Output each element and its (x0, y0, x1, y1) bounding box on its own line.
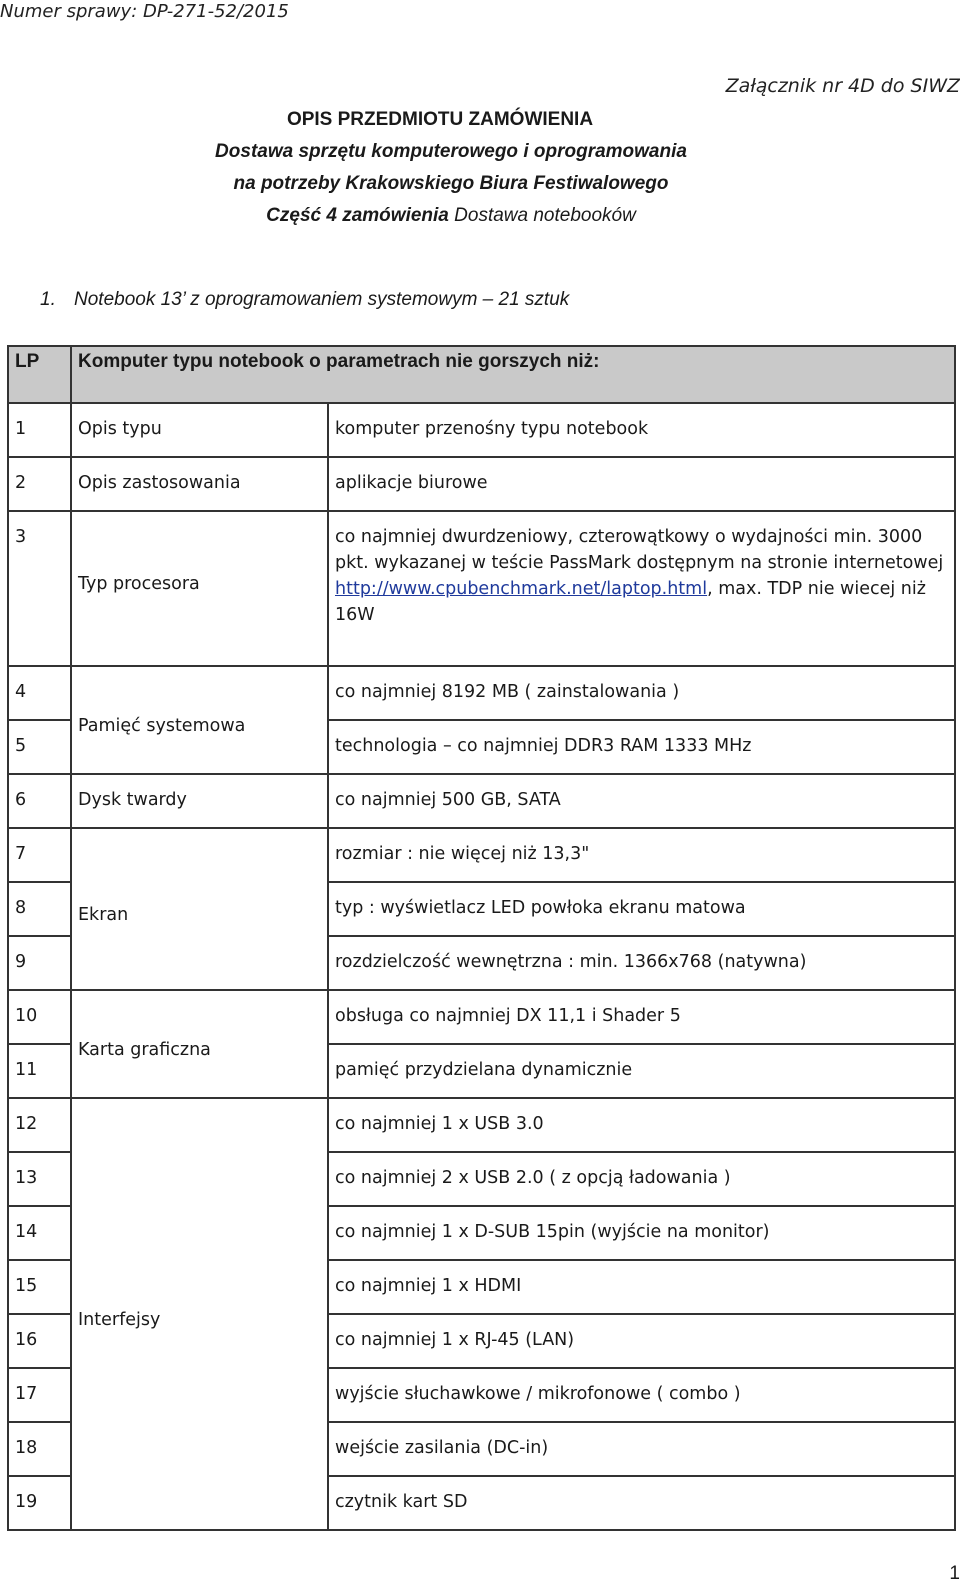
annex-label: Załącznik nr 4D do SIWZ (725, 75, 960, 97)
row-lp: 2 (8, 457, 71, 511)
passmark-link[interactable]: http://www.cpubenchmark.net/laptop.html (335, 579, 708, 599)
row-value: pamięć przydzielana dynamicznie (328, 1044, 955, 1098)
section-heading (40, 289, 569, 311)
row-lp: 6 (8, 774, 71, 828)
row-group: Opis zastosowania (71, 457, 328, 511)
spec-table (7, 345, 956, 1531)
row-value: co najmniej 1 x RJ-45 (LAN) (328, 1314, 955, 1368)
row-lp: 4 (8, 666, 71, 720)
section-title: Notebook 13’ z oprogramowaniem systemowym – 21 sztuk (74, 289, 570, 310)
row-lp: 1 (8, 403, 71, 457)
row-lp: 10 (8, 990, 71, 1044)
title-part-bold: Część 4 zamówienia (266, 205, 449, 226)
row-group: Pamięć systemowa (71, 666, 328, 774)
row-lp: 7 (8, 828, 71, 882)
table-row (8, 666, 955, 720)
col-lp-header: LP (8, 346, 71, 403)
row-group: Opis typu (71, 403, 328, 457)
table-row (8, 990, 955, 1044)
row-value: co najmniej 2 x USB 2.0 ( z opcją ładowania ) (328, 1152, 955, 1206)
row-value: co najmniej 1 x USB 3.0 (328, 1098, 955, 1152)
row-value: co najmniej 8192 MB ( zainstalowania ) (328, 666, 955, 720)
row-value (328, 511, 955, 666)
table-row (8, 403, 955, 457)
section-number: 1. (40, 289, 56, 310)
row-lp: 17 (8, 1368, 71, 1422)
row-lp: 5 (8, 720, 71, 774)
title-line-1: OPIS PRZEDMIOTU ZAMÓWIENIA (286, 109, 594, 130)
title-line-3: na potrzeby Krakowskiego Biura Festiwalowego (233, 173, 669, 194)
row-value: wyjście słuchawkowe / mikrofonowe ( combo ) (328, 1368, 955, 1422)
row-value: komputer przenośny typu notebook (328, 403, 955, 457)
document-title (0, 104, 960, 232)
table-row (8, 828, 955, 882)
row-lp: 8 (8, 882, 71, 936)
col-spec-header: Komputer typu notebook o parametrach nie gorszych niż: (71, 346, 955, 403)
row-lp: 14 (8, 1206, 71, 1260)
row-value: typ : wyświetlacz LED powłoka ekranu matowa (328, 882, 955, 936)
table-header-row (8, 346, 955, 403)
row-group: Interfejsy (71, 1098, 328, 1530)
row-lp: 16 (8, 1314, 71, 1368)
row-lp: 11 (8, 1044, 71, 1098)
row-group: Ekran (71, 828, 328, 990)
row-value: rozdzielczość wewnętrzna : min. 1366x768 (natywna) (328, 936, 955, 990)
table-row (8, 1098, 955, 1152)
row-value: wejście zasilania (DC-in) (328, 1422, 955, 1476)
row-value: co najmniej 500 GB, SATA (328, 774, 955, 828)
processor-text-start: co najmniej dwurdzeniowy, czterowątkowy o wydajności min. 3000 pkt. wykazanej w teście PassMark dostępnym na stronie internetowej (335, 527, 944, 573)
title-line-2: Dostawa sprzętu komputerowego i oprogramowania (215, 141, 687, 162)
row-group: Typ procesora (71, 511, 328, 666)
row-lp: 9 (8, 936, 71, 990)
row-value: co najmniej 1 x HDMI (328, 1260, 955, 1314)
title-line-4 (0, 200, 960, 232)
row-lp: 12 (8, 1098, 71, 1152)
row-lp: 19 (8, 1476, 71, 1530)
row-value: rozmiar : nie więcej niż 13,3" (328, 828, 955, 882)
row-lp: 13 (8, 1152, 71, 1206)
page-number: 1 (949, 1563, 960, 1584)
row-lp: 3 (8, 511, 71, 666)
table-row (8, 511, 955, 666)
row-value: aplikacje biurowe (328, 457, 955, 511)
table-row (8, 774, 955, 828)
processor-text-end: , max. TDP nie wiecej niż 16W (335, 579, 926, 625)
row-lp: 18 (8, 1422, 71, 1476)
table-row (8, 457, 955, 511)
row-group: Karta graficzna (71, 990, 328, 1098)
row-group: Dysk twardy (71, 774, 328, 828)
case-number: Numer sprawy: DP-271-52/2015 (0, 1, 289, 22)
title-part-rest: Dostawa notebooków (448, 205, 636, 226)
row-value: obsługa co najmniej DX 11,1 i Shader 5 (328, 990, 955, 1044)
row-value: czytnik kart SD (328, 1476, 955, 1530)
row-value: co najmniej 1 x D-SUB 15pin (wyjście na monitor) (328, 1206, 955, 1260)
row-lp: 15 (8, 1260, 71, 1314)
row-value: technologia – co najmniej DDR3 RAM 1333 MHz (328, 720, 955, 774)
